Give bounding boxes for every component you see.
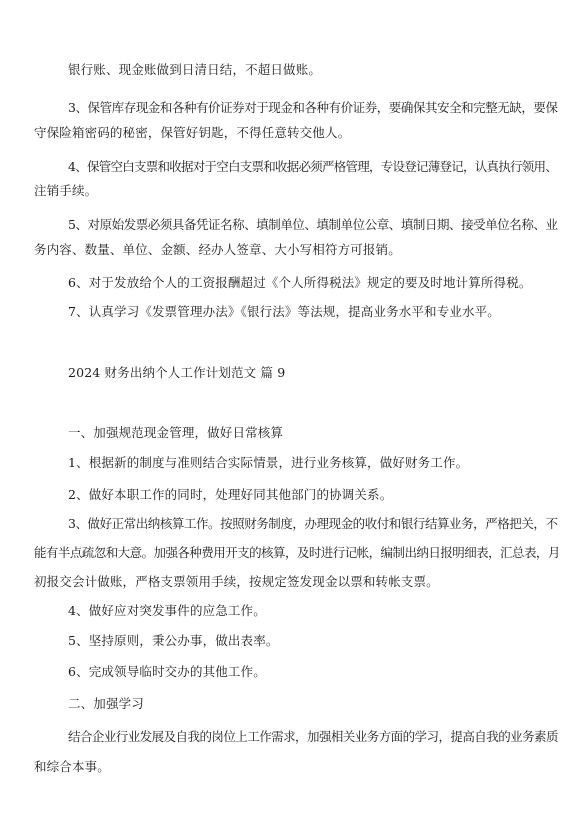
paragraph-line: 3、保管库存现金和各种有价证券对于现金和各种有价证券，要确保其安全和完整无缺，要保: [68, 100, 558, 115]
paragraph-line: 1、根据新的制度与准则结合实际情景，进行业务核算，做好财务工作。: [68, 455, 469, 470]
paragraph-line: 4、做好应对突发事件的应急工作。: [68, 603, 266, 618]
paragraph-line: 6、完成领导临时交办的其他工作。: [68, 664, 266, 679]
paragraph-line: 结合企业行业发展及自我的岗位上工作需求，加强相关业务方面的学习，提高自我的业务素质: [68, 729, 558, 744]
paragraph-line: 3、做好正常出纳核算工作。按照财务制度，办理现金的收付和银行结算业务，严格把关，不: [68, 516, 558, 531]
paragraph-line: 务内容、数量、单位、金额、经办人签章、大小写相符方可报销。: [34, 242, 401, 257]
paragraph-line: 初报交会计做账，严格支票领用手续，按规定签发现金以票和转帐支票。: [34, 574, 439, 589]
paragraph-line: 能有半点疏忽和大意。加强各种费用开支的核算，及时进行记帐，编制出纳日报明细表，汇总表，月: [34, 545, 560, 560]
subsection-heading: 二、加强学习: [68, 696, 144, 711]
paragraph-line: 守保险箱密码的秘密，保管好钥匙，不得任意转交他人。: [34, 125, 351, 140]
subsection-heading: 一、加强规范现金管理，做好日常核算: [68, 425, 284, 440]
paragraph-line: 注销手续。: [34, 183, 98, 198]
paragraph-line: 5、对原始发票必须具备凭证名称、填制单位、填制单位公章、填制日期、接受单位名称、业: [68, 217, 558, 232]
paragraph-line: 7、认真学习《发票管理办法》《银行法》等法规，提高业务水平和专业水平。: [68, 304, 500, 319]
paragraph-line: 2、做好本职工作的同时，处理好同其他部门的协调关系。: [68, 487, 393, 502]
paragraph-line: 银行账、现金账做到日清日结，不超日做账。: [68, 62, 322, 77]
paragraph-line: 5、坚持原则，秉公办事，做出表率。: [68, 633, 279, 648]
paragraph-line: 和综合本事。: [34, 759, 110, 774]
paragraph-line: 4、保管空白支票和收据对于空白支票和收据必须严格管理，专设登记薄登记，认真执行领用、: [68, 159, 557, 174]
paragraph-line: 6、对于发放给个人的工资报酬超过《个人所得税法》规定的要及时地计算所得税。: [68, 275, 532, 290]
section-heading: 2024 财务出纳个人工作计划范文 篇 9: [68, 365, 286, 380]
